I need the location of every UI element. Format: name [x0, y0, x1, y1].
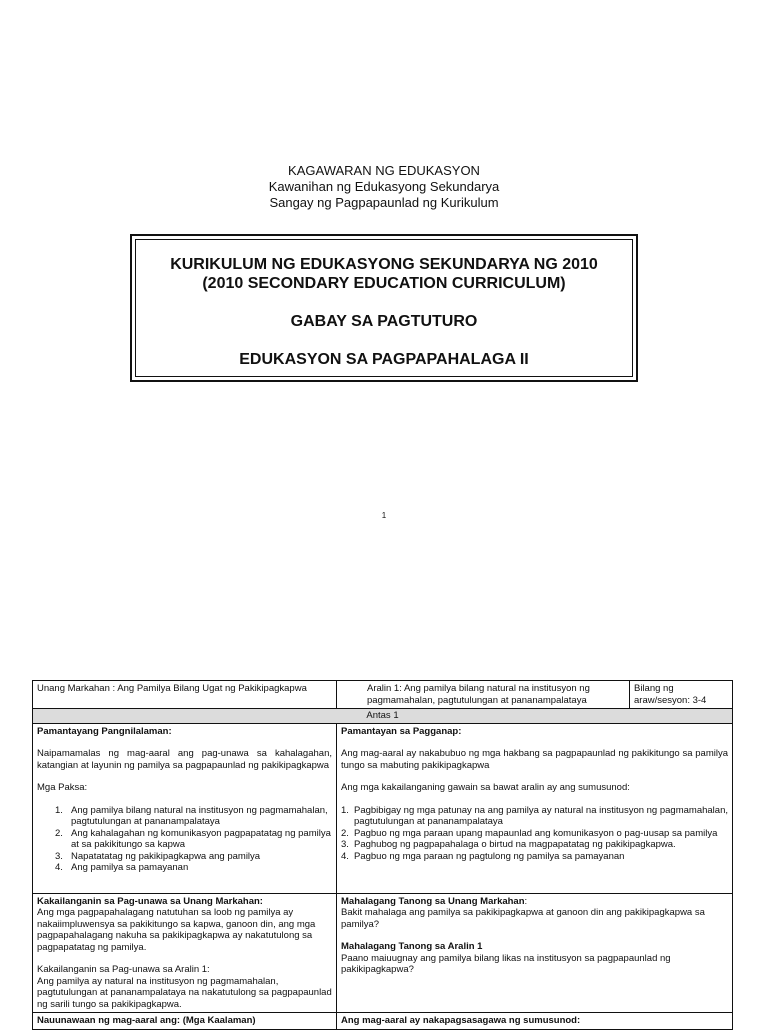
title-box	[130, 234, 638, 382]
quarter-cell: Unang Markahan : Ang Pamilya Bilang Ugat ng Pakikipagkapwa	[33, 681, 337, 709]
subject-title: EDUKASYON SA PAGPAPAHALAGA II	[239, 351, 529, 368]
lesson-understanding-text: Ang pamilya ay natural na institusyon ng pagmamahalan, pagtutulungan at pananampalataya na nakatutulong sa pagpapaunlad ng sarili tungo sa pakikipagkapwa.	[37, 975, 332, 1010]
curriculum-table	[32, 680, 733, 1030]
list-item: 1. Ang pamilya bilang natural na institusyon ng pagmamahalan, pagtutulungan at pananampalataya	[55, 804, 328, 827]
list-item: 1. Pagbibigay ng mga patunay na ang pamilya ay natural na institusyon ng pagmamahalan, pagtutulungan at pananampalataya	[341, 804, 728, 827]
understanding-row	[33, 893, 733, 1013]
performance-standard-text: Ang mag-aaral ay nakabubuo ng mga hakbang sa pagpapaunlad ng pakikitungo sa pamilya tungo sa mabuting pakikipagkapwa	[341, 748, 728, 771]
tasks-intro: Ang mga kakailanganing gawain sa bawat aralin ay ang sumusunod:	[341, 782, 630, 793]
page-number: 1	[381, 511, 387, 520]
lesson-understanding-label: Kakailanganin sa Pag-unawa sa Aralin 1:	[37, 964, 210, 975]
essential-question-text: Bakit mahalaga ang pamilya sa pakikipagkapwa at ganoon din ang pakikipagkapwa sa pamilya?	[341, 907, 705, 930]
days-cell: Bilang ng araw/sesyon: 3-4	[630, 681, 733, 709]
list-item: 4. Ang pamilya sa pamayanan	[55, 862, 189, 873]
knowledge-cell: Nauunawaan ng mag-aaral ang: (Mga Kaalaman)	[33, 1013, 337, 1030]
department-name: KAGAWARAN NG EDUKASYON	[288, 163, 480, 178]
list-item: 2. Ang kahalagahan ng komunikasyon pagpapatatag ng pamilya at sa pakikitungo sa kapwa	[55, 827, 331, 850]
essential-questions-cell: Mahalagang Tanong sa Unang Markahan: Bakit mahalaga ang pamilya sa pakikipagkapwa at ganoon din ang pakikipagkapwa sa pamilya? Mahalagang Tanong sa Aralin 1 Paano maiuugnay ang pamilya bilang likas na institusyon sa pagpapaunlad ng pakikipagkapwa?	[337, 893, 733, 1013]
performance-standard-cell	[337, 723, 733, 893]
table-header-row	[33, 681, 733, 709]
tasks-list	[341, 805, 728, 863]
lesson-question-label: Mahalagang Tanong sa Aralin 1	[341, 941, 483, 952]
content-standard-cell	[33, 723, 337, 893]
content-standard-label: Pamantayang Pangnilalaman:	[37, 725, 172, 737]
lesson-question-text: Paano maiuugnay ang pamilya bilang likas na institusyon sa pagpapaunlad ng pakikipagkapwa?	[341, 952, 671, 975]
topics-list	[37, 805, 332, 874]
understanding-text: Ang mga pagpapahalagang natutuhan sa loob ng pamilya ay nakaiimpluwensya sa pakikitungo sa kapwa, ganoon din, ang mga pagpapahalagang nakuha sa pakikipagkapwa ay nakatutulong sa pagpapatatag ng pamilya.	[37, 907, 316, 953]
list-item: 2. Pagbuo ng mga paraan upang mapaunlad ang komunikasyon o pag-uusap sa pamilya	[341, 827, 718, 839]
document-header	[0, 163, 768, 211]
lesson-cell: Aralin 1: Ang pamilya bilang natural na institusyon ng pagmamahalan, pagtutulungan at pananampalataya	[337, 681, 630, 709]
skills-cell: Ang mag-aaral ay nakapagsasagawa ng sumusunod:	[337, 1013, 733, 1030]
curriculum-title-english: (2010 SECONDARY EDUCATION CURRICULUM)	[202, 275, 566, 292]
list-item: 3. Paghubog ng pagpapahalaga o birtud na magpapatatag ng pakikipagkapwa.	[341, 839, 676, 850]
division-name: Sangay ng Pagpapaunlad ng Kurikulum	[269, 195, 499, 210]
content-standard-text: Naipamamalas ng mag-aaral ang pag-unawa sa kahalagahan, katangian at layunin ng pamilya sa pagpapaunlad ng pakikipagkapwa	[37, 748, 332, 771]
bureau-name: Kawanihan ng Edukasyong Sekundarya	[268, 179, 500, 194]
essential-question-label: Mahalagang Tanong sa Unang Markahan	[341, 895, 525, 907]
list-item: 3. Napatatatag ng pakikipagkapwa ang pamilya	[55, 850, 261, 862]
understanding-label: Kakailanganin sa Pag-unawa sa Unang Markahan:	[37, 895, 263, 907]
understanding-cell	[33, 893, 337, 1013]
cut-off-row	[33, 1013, 733, 1030]
curriculum-title: KURIKULUM NG EDUKASYONG SEKUNDARYA NG 2010	[170, 256, 598, 273]
title-box-inner	[135, 239, 633, 377]
topics-label: Mga Paksa:	[37, 782, 88, 793]
guide-title: GABAY SA PAGTUTURO	[290, 313, 478, 330]
performance-standard-label: Pamantayan sa Pagganap:	[341, 725, 462, 737]
list-item: 4. Pagbuo ng mga paraan ng pagtulong ng pamilya sa pamayanan	[341, 850, 625, 862]
standards-row	[33, 723, 733, 893]
level-row: Antas 1	[33, 709, 733, 724]
